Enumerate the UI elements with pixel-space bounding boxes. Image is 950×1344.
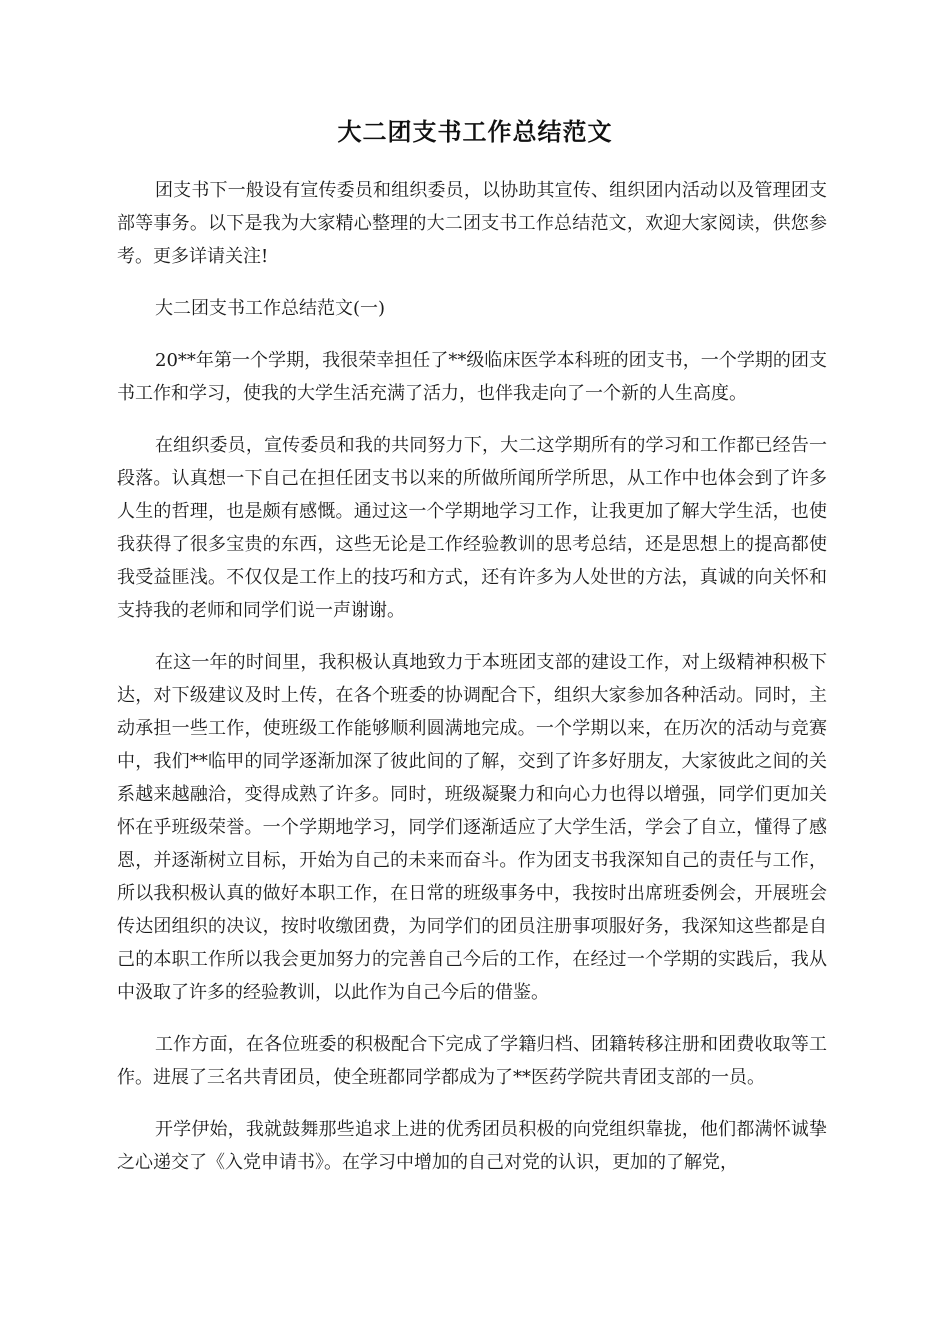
intro-paragraph: 团支书下一般设有宣传委员和组织委员，以协助其宣传、组织团内活动以及管理团支部等事务。以下是我为大家精心整理的大二团支书工作总结范文，欢迎大家阅读，供您参考。更多详请关注! (117, 180, 827, 267)
body-paragraph: 开学伊始，我就鼓舞那些追求上进的优秀团员积极的向党组织靠拢，他们都满怀诚挚之心递交了《入党申请书》。在学习中增加的自己对党的认识，更加的了解党， (117, 1119, 827, 1173)
section-heading: 大二团支书工作总结范文(一) (155, 298, 386, 319)
document-body (117, 174, 827, 1198)
body-paragraph: 工作方面，在各位班委的积极配合下完成了学籍归档、团籍转移注册和团费收取等工作。进展了三名共青团员，使全班都同学都成为了**医药学院共青团支部的一员。 (117, 1034, 827, 1088)
body-paragraph: 在组织委员，宣传委员和我的共同努力下，大二这学期所有的学习和工作都已经告一段落。认真想一下自己在担任团支书以来的所做所闻所学所思，从工作中也体会到了许多人生的哲理，也是颇有感慨。通过这一个学期地学习工作，让我更加了解大学生活，也使我获得了很多宝贵的东西，这些无论是工作经验教训的思考总结，还是思想上的提高都使我受益匪浅。不仅仅是工作上的技巧和方式，还有许多为人处世的方法，真诚的向关怀和支持我的老师和同学们说一声谢谢。 (117, 435, 827, 621)
body-paragraph: 在这一年的时间里，我积极认真地致力于本班团支部的建设工作，对上级精神积极下达，对下级建议及时上传，在各个班委的协调配合下，组织大家参加各种活动。同时，主动承担一些工作，使班级工作能够顺利圆满地完成。一个学期以来，在历次的活动与竞赛中，我们**临甲的同学逐渐加深了彼此间的了解，交到了许多好朋友，大家彼此之间的关系越来越融洽，变得成熟了许多。同时，班级凝聚力和向心力也得以增强，同学们更加关怀在乎班级荣誉。一个学期地学习，同学们逐渐适应了大学生活，学会了自立，懂得了感恩，并逐渐树立目标，开始为自己的未来而奋斗。作为团支书我深知自己的责任与工作，所以我积极认真的做好本职工作，在日常的班级事务中，我按时出席班委例会，开展班会传达团组织的决议，按时收缴团费，为同学们的团员注册事项服好务，我深知这些都是自己的本职工作所以我会更加努力的完善自己今后的工作，在经过一个学期的实践后，我从中汲取了许多的经验教训，以此作为自己今后的借鉴。 (117, 652, 827, 1003)
body-paragraph: 20**年第一个学期，我很荣幸担任了**级临床医学本科班的团支书，一个学期的团支书工作和学习，使我的大学生活充满了活力，也伴我走向了一个新的人生高度。 (117, 350, 827, 404)
document-title: 大二团支书工作总结范文 (337, 118, 613, 146)
